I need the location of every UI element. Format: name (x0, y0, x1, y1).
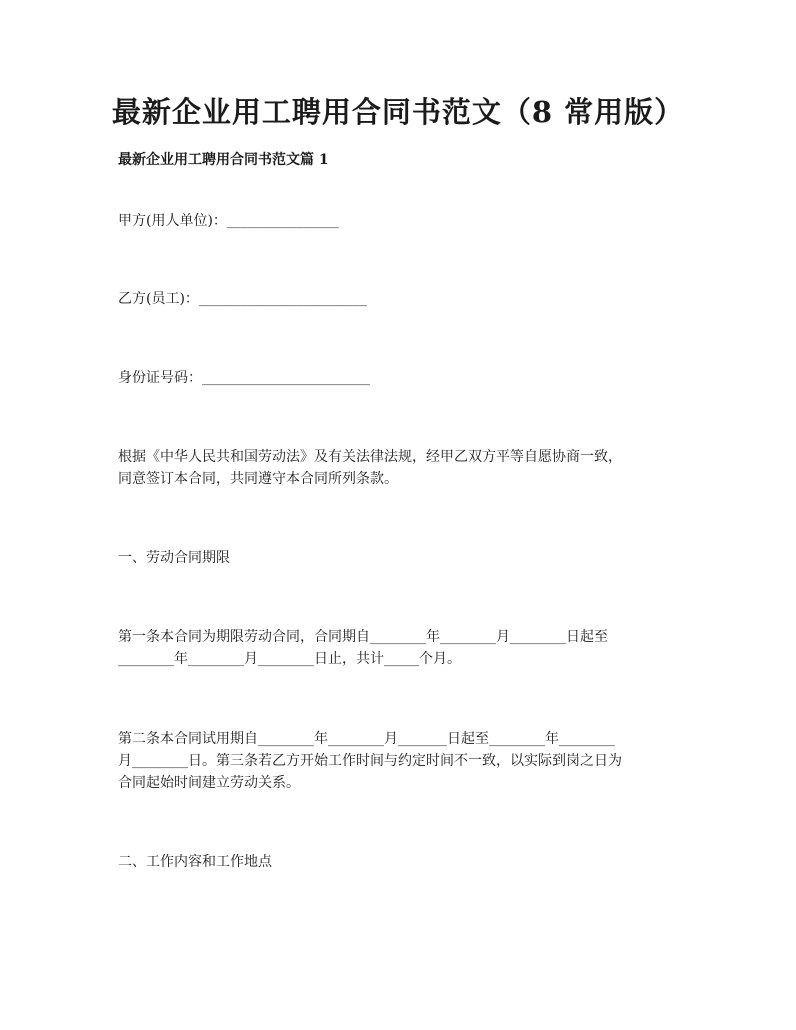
document-subtitle: 最新企业用工聘用合同书范文篇 1 (118, 152, 329, 168)
preamble-line-2: 同意签订本合同，共同遵守本合同所列条款。 (118, 471, 398, 487)
article-2-line-1: 第二条本合同试用期自________年________月_______日起至________年________ (118, 731, 615, 747)
article-1-paragraph (118, 626, 682, 670)
article-2-line-2: 月________日。第三条若乙方开始工作时间与约定时间不一致，以实际到岗之日为 (118, 753, 622, 769)
article-2-paragraph (118, 728, 682, 794)
party-a-line: 甲方(用人单位)：________________ (118, 213, 339, 229)
document-title: 最新企业用工聘用合同书范文（8 常用版） (111, 95, 685, 129)
party-b-line: 乙方(员工)：________________________ (118, 291, 367, 307)
preamble-paragraph (118, 446, 682, 490)
preamble-line-1: 根据《中华人民共和国劳动法》及有关法律法规，经甲乙双方平等自愿协商一致， (118, 449, 622, 465)
article-1-line-2: ________年________月________日止，共计_____个月。 (118, 651, 461, 667)
section-1-heading: 一、劳动合同期限 (118, 550, 230, 566)
section-2-heading: 二、工作内容和工作地点 (118, 854, 272, 870)
article-1-line-1: 第一条本合同为期限劳动合同，合同期自________年________月________日起至 (118, 629, 608, 645)
article-2-line-3: 合同起始时间建立劳动关系。 (118, 775, 300, 791)
id-number-line: 身份证号码：________________________ (118, 370, 370, 386)
